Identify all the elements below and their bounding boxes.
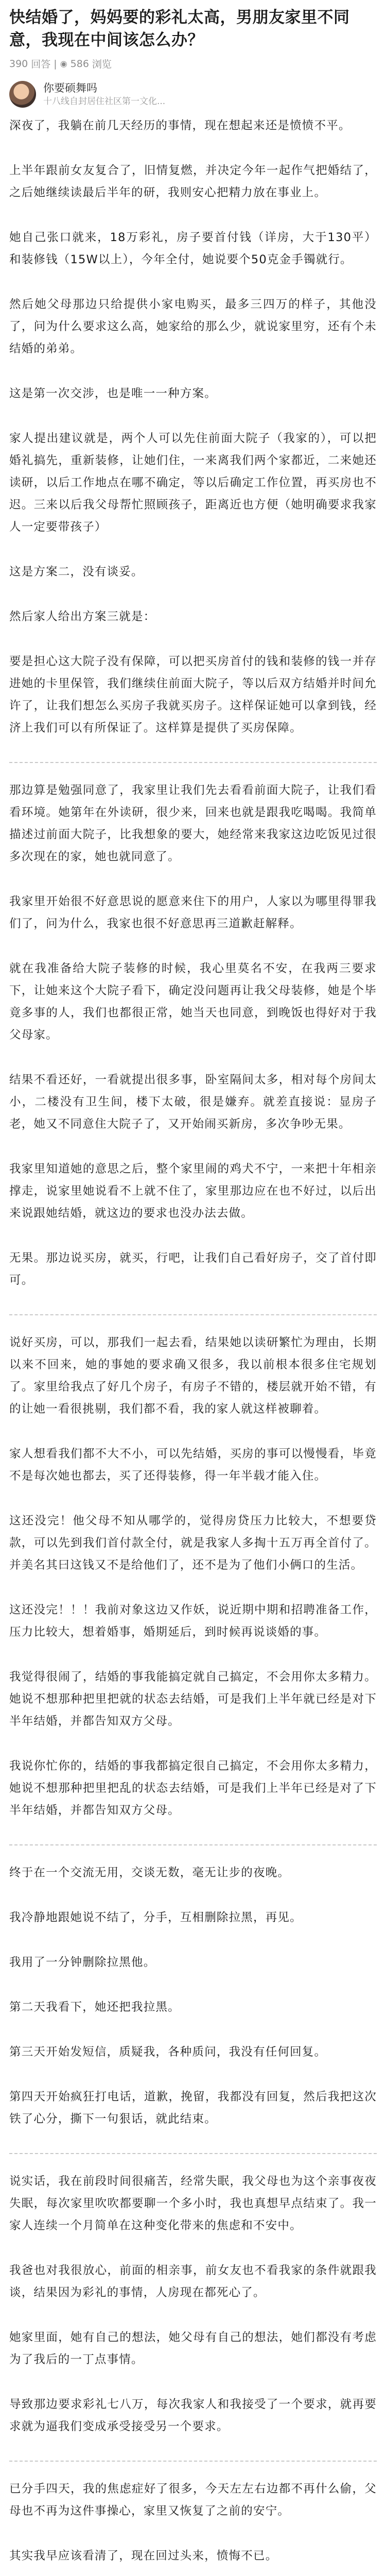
section-divider [9, 1844, 377, 1846]
paragraph: 这是方案二，没有谈妥。 [9, 565, 144, 579]
paragraph: 上半年跟前女友复合了，旧情复燃，并决定今年一起作气把婚结了，之后她继续读最后半年的研，我则安心把精力放在事业上。 [9, 164, 377, 199]
paragraph: 那边算是勉强同意了，我家里让我们先去看看前面大院子，让我们看看环境。她第年在外读研，很少来，回来也就是跟我吃喝喝。我简单描述过前面大院子，比我想象的要大，她经常来我家这边吃饭见过很多次现在的家，她也就同意了。 [9, 784, 377, 863]
answers-label: 回答 [31, 59, 51, 70]
answer-body [9, 115, 377, 2567]
paragraph: 终于在一个交流无用，交谈无数，毫无让步的夜晚。 [9, 1866, 290, 1879]
section-divider [9, 2153, 377, 2155]
paragraph: 结果不看还好，一看就提出很多事，卧室隔间太多，相对每个房间太小，二楼没有卫生间，楼下太破，很是嫌弃。就差直接说：显房子老，她又不同意住大院子了，又开始闹买新房，多次争吵无果。 [9, 1073, 377, 1131]
paragraph: 无果。那边说买房，就买，行吧，让我们自己看好房子，交了首付即可。 [9, 1251, 377, 1287]
eye-icon: ◉ [60, 59, 67, 69]
avatar[interactable] [9, 81, 36, 108]
paragraph: 她自己张口就来，18万彩礼，房子要首付钱（详房，大于130平）和装修钱（15W以上），今年全付，她说要个50克金手镯就行。 [9, 231, 377, 266]
section-divider [9, 1314, 377, 1316]
paragraph: 第二天我看下，她还把我拉黑。 [9, 2001, 180, 2014]
paragraph: 我用了一分钟删除拉黑他。 [9, 1956, 156, 1969]
paragraph: 家人提出建议就是，两个人可以先住前面大院子（我家的），可以把婚礼搞先，重新装修，让她们住，一来离我们两个家都近，二来她还读研，以后工作地点在哪不确定，等以后确定工作位置，再买房也不迟。三来以后我父母帮忙照顾孩子，距离近也方便（她明确要求我家人一定要带孩子） [9, 432, 377, 534]
section-divider [9, 2461, 377, 2463]
paragraph: 深夜了，我躺在前几天经历的事情，现在想起来还是愤愤不平。 [9, 119, 351, 132]
paragraph: 这还没完！他父母不知从哪学的，觉得房贷压力比较大，不想要贷款，可以先到我们首付款全付，就是我家人多掏十五万再全首付了。并美名其曰这钱又不是给他们了，还不是为了他们小俩口的生活。 [9, 1514, 377, 1572]
paragraph: 要是担心这大院子没有保障，可以把买房首付的钱和装修的钱一并存进她的卡里保管，我们继续住前面大院子，等以后双方结婚并时间允许了，让我们想怎么买房子我就买房子。这样保证她可以拿到钱，经济上我们可以有所保证了。这样算是提供了买房保障。 [9, 655, 377, 735]
paragraph: 这是第一次交涉，也是唯一一种方案。 [9, 387, 217, 400]
author-tag: 十八线自封居住社区第一文化... [43, 96, 166, 107]
paragraph: 导致那边要求彩礼七八万，每次我家人和我接受了一个要求，就再要求就为逼我们变成承受接受另一个要求。 [9, 2398, 377, 2433]
paragraph: 其实我早应该看清了，现在回过头来，愤悔不已。 [9, 2549, 278, 2563]
question-meta [9, 57, 377, 71]
paragraph: 然后她父母那边只给提供小家电购买，最多三四万的样子，其他没了，问为什么要求这么高，她家给的那么少，就说家里穷，还有个未结婚的弟弟。 [9, 298, 377, 355]
paragraph: 我家里知道她的意思之后，整个家里闹的鸡犬不宁，一来把十年相亲撑走，说家里她说看不上就不住了，家里那边应在也不好过，以后出来说跟她结婚，就这边的要求也没办法去做。 [9, 1162, 377, 1220]
paragraph: 说好买房，可以，那我们一起去看，结果她以读研繁忙为理由，长期以来不回来，她的事她的要求确又很多，我以前根本很多住宅规划了。家里给我点了好几个房子，有房子不错的，楼层就开始不错，有的让她一看很挑剔，我们都不看，我的家人就这样被聊着。 [9, 1336, 377, 1416]
question-title[interactable]: 快结婚了，妈妈要的彩礼太高，男朋友家里不同意，我现在中间该怎么办？ [9, 8, 350, 49]
paragraph: 第四天开始疯狂打电话，道歉，挽留，我都没有回复，然后我把这次铁了心分，撕下一句狠话，就此结束。 [9, 2090, 377, 2126]
paragraph: 就在我准备给大院子装修的时候，我心里莫名不安，在我两三要求下，让她来这个大院子看下，确定没问题再让我父母装修，她是个毕竟多事的人，我们也都很正常，她当天也同意，到晚饭也得好对于我父母家。 [9, 962, 377, 1042]
paragraph: 这还没完！！！我前对象这边又作妖，说近期中期和招聘准备工作，压力比较大，想着婚事，婚期延后，到时候再说谈婚的事。 [9, 1603, 377, 1639]
author-info [43, 81, 165, 108]
author-name[interactable]: 你要硕舞吗 [43, 82, 97, 94]
paragraph: 第三天开始发短信，质疑我，各种质问，我没有任何回复。 [9, 2045, 327, 2059]
paragraph: 家人想看我们都不大不小，可以先结婚，买房的事可以慢慢看，毕竟不是每次她也都去，买了还得装修，得一年半载才能入住。 [9, 1447, 377, 1483]
paragraph: 她家里面，她有自己的想法，她父母有自己的想法，她们都没有考虑为了我后的一丁点事情。 [9, 2331, 377, 2366]
author-card[interactable] [9, 81, 377, 108]
paragraph: 我说你忙你的，结婚的事我都搞定很自己搞定，不会用你太多精力，她说不想那种把里把乱的状态去结婚，可是我们上半年已经是对了下半年结婚，并都告知双方父母。 [9, 1759, 377, 1817]
paragraph: 已分手四天，我的焦虑症好了很多，今天左左右边都不再什么偷，父母也不再为这件事操心，家里又恢复了之前的安宁。 [9, 2482, 377, 2518]
paragraph: 然后家人给出方案三就是： [9, 610, 156, 623]
section-divider [9, 762, 377, 764]
views-label: 浏览 [92, 59, 112, 70]
paragraph: 我爸也对我很放心，前面的相亲事，前女友也不看我家的条件就跟我谈，结果因为彩礼的事情，人房现在都死心了。 [9, 2264, 377, 2299]
paragraph: 说实话，我在前段时间很痛苦，经常失眠，我父母也为这个亲事夜夜失眠，每次家里吹吹都要聊一个多小时，我也真想早点结束了。我一家人连续一个月简单在这种变化带来的焦虑和不安中。 [9, 2175, 377, 2232]
paragraph: 我觉得很闹了，结婚的事我能搞定就自己搞定，不会用你太多精力。她说不想那种把里把就的状态去结婚，可是我们上半年就已经是对下半年结婚，并都告知双方父母。 [9, 1670, 377, 1728]
paragraph: 我冷静地跟她说不结了，分手，互相删除拉黑，再见。 [9, 1911, 302, 1924]
views-count: 586 [70, 58, 89, 70]
meta-separator: | [54, 58, 57, 70]
answers-count: 390 [9, 58, 28, 70]
paragraph: 我家里开始很不好意思说的愿意来住下的用户，人家以为哪里得罪我们了，问为什么，我家也很不好意思再三道歉赶解释。 [9, 895, 377, 930]
